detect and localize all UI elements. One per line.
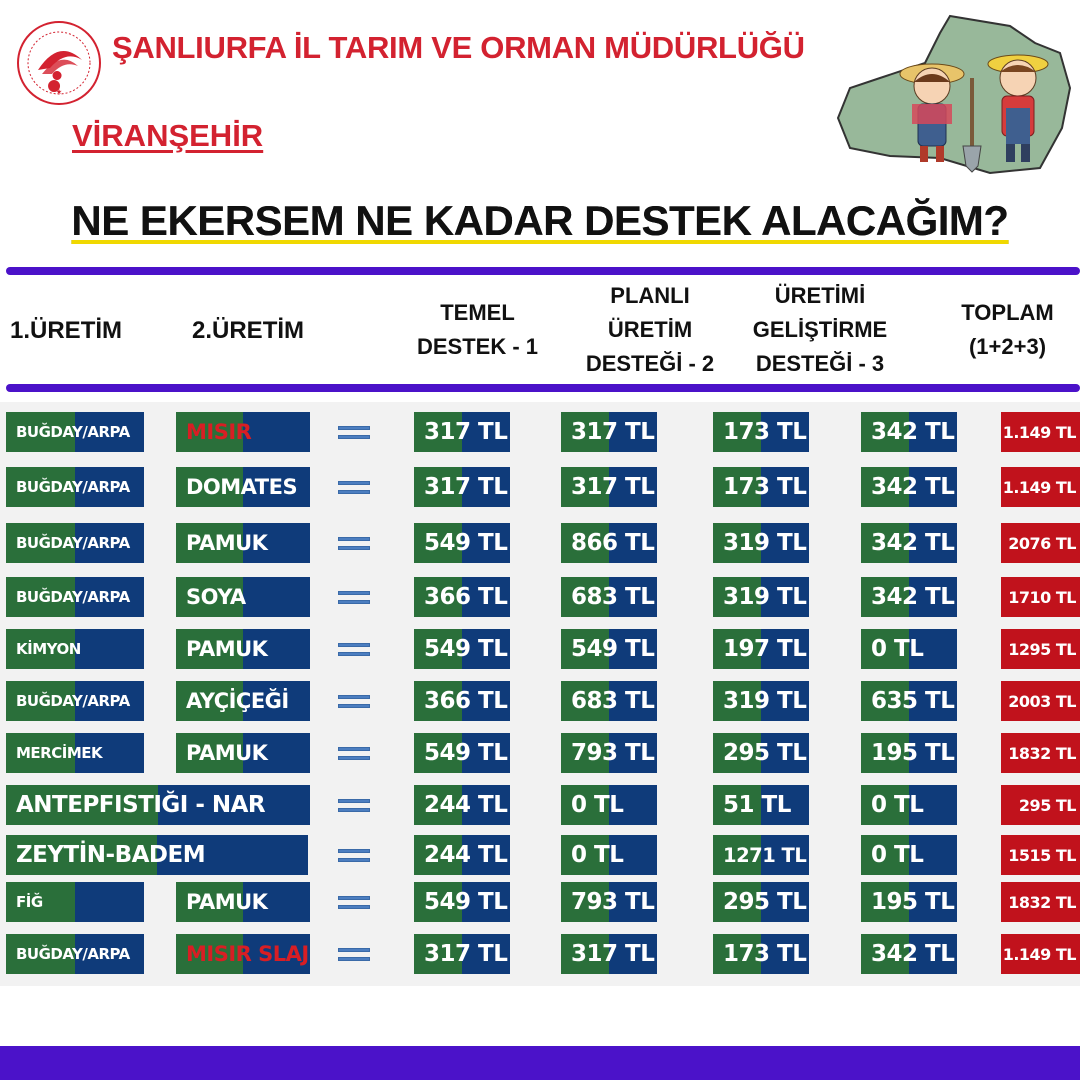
temel-value: 549 TL bbox=[414, 629, 510, 669]
planli-value: 0 TL bbox=[561, 835, 657, 875]
planli-value: 317 TL bbox=[561, 467, 657, 507]
first-product-cell: BUĞDAY/ARPA bbox=[6, 412, 144, 452]
planli-value: 793 TL bbox=[561, 882, 657, 922]
gelistirme-value: 319 TL bbox=[713, 523, 809, 563]
total-value: 2003 TL bbox=[1001, 681, 1080, 721]
first-product-cell: ANTEPFISTIĞI - NAR bbox=[6, 785, 310, 825]
second-product-cell: DOMATES bbox=[176, 467, 310, 507]
planli-value: 683 TL bbox=[561, 577, 657, 617]
total-value: 1832 TL bbox=[1001, 733, 1080, 773]
temel-value: 366 TL bbox=[414, 577, 510, 617]
footer-bar bbox=[0, 1046, 1080, 1080]
second-product-cell: MISIR SLAJ bbox=[176, 934, 310, 974]
header-line: GELİŞTİRME bbox=[752, 317, 888, 342]
temel-value: 244 TL bbox=[414, 835, 510, 875]
equals-icon bbox=[338, 849, 370, 863]
total-value: 1832 TL bbox=[1001, 882, 1080, 922]
header-line: DESTEĞİ - 2 bbox=[585, 351, 715, 376]
total-value: 1.149 TL bbox=[1001, 467, 1080, 507]
equals-icon bbox=[338, 481, 370, 495]
table-row bbox=[0, 932, 1080, 982]
total-value: 295 TL bbox=[1001, 785, 1080, 825]
planli-value: 549 TL bbox=[561, 629, 657, 669]
extra-value: 0 TL bbox=[861, 785, 957, 825]
table-row bbox=[0, 410, 1080, 460]
total-value: 1515 TL bbox=[1001, 835, 1080, 875]
table-row bbox=[0, 627, 1080, 677]
header-divider bbox=[6, 384, 1080, 392]
extra-value: 342 TL bbox=[861, 412, 957, 452]
temel-value: 366 TL bbox=[414, 681, 510, 721]
gelistirme-value: 173 TL bbox=[713, 467, 809, 507]
header-line: DESTEK - 1 bbox=[416, 334, 539, 359]
district-label: VİRANŞEHİR bbox=[72, 118, 264, 153]
header-line: ÜRETİM bbox=[607, 317, 693, 342]
extra-value: 635 TL bbox=[861, 681, 957, 721]
gelistirme-value: 295 TL bbox=[713, 882, 809, 922]
planli-value: 793 TL bbox=[561, 733, 657, 773]
equals-icon bbox=[338, 799, 370, 813]
total-value: 2076 TL bbox=[1001, 523, 1080, 563]
first-product-cell: FİĞ bbox=[6, 882, 144, 922]
total-value: 1710 TL bbox=[1001, 577, 1080, 617]
second-product-cell: PAMUK bbox=[176, 733, 310, 773]
first-product-cell: ZEYTİN-BADEM bbox=[6, 835, 308, 875]
headline: NE EKERSEM NE KADAR DESTEK ALACAĞIM? bbox=[71, 197, 1009, 244]
gelistirme-value: 1271 TL bbox=[713, 835, 809, 875]
gelistirme-value: 197 TL bbox=[713, 629, 809, 669]
table-row bbox=[0, 575, 1080, 625]
first-product-cell: BUĞDAY/ARPA bbox=[6, 467, 144, 507]
extra-value: 342 TL bbox=[861, 934, 957, 974]
second-product-cell: PAMUK bbox=[176, 523, 310, 563]
table-row bbox=[0, 833, 1080, 883]
equals-icon bbox=[338, 747, 370, 761]
header-line: PLANLI bbox=[610, 283, 690, 308]
header-line: (1+2+3) bbox=[968, 334, 1047, 359]
table-row bbox=[0, 731, 1080, 781]
second-product-cell: PAMUK bbox=[176, 882, 310, 922]
gelistirme-value: 51 TL bbox=[713, 785, 809, 825]
column-header-first: 1.ÜRETİM bbox=[10, 317, 123, 344]
temel-value: 317 TL bbox=[414, 412, 510, 452]
extra-value: 342 TL bbox=[861, 577, 957, 617]
total-value: 1295 TL bbox=[1001, 629, 1080, 669]
column-header-gelistirme bbox=[735, 279, 905, 381]
extra-value: 0 TL bbox=[861, 835, 957, 875]
column-header-planli bbox=[565, 279, 735, 381]
total-value: 1.149 TL bbox=[1001, 412, 1080, 452]
planli-value: 866 TL bbox=[561, 523, 657, 563]
temel-value: 549 TL bbox=[414, 733, 510, 773]
table-row bbox=[0, 783, 1080, 833]
table-row bbox=[0, 465, 1080, 515]
svg-text:★: ★ bbox=[55, 89, 63, 96]
column-header-temel bbox=[400, 296, 555, 364]
temel-value: 317 TL bbox=[414, 934, 510, 974]
first-product-cell: KİMYON bbox=[6, 629, 144, 669]
table-row bbox=[0, 880, 1080, 930]
first-product-cell: MERCİMEK bbox=[6, 733, 144, 773]
equals-icon bbox=[338, 643, 370, 657]
equals-icon bbox=[338, 948, 370, 962]
gelistirme-value: 319 TL bbox=[713, 681, 809, 721]
gelistirme-value: 173 TL bbox=[713, 412, 809, 452]
table-row bbox=[0, 679, 1080, 729]
first-product-cell: BUĞDAY/ARPA bbox=[6, 577, 144, 617]
equals-icon bbox=[338, 591, 370, 605]
equals-icon bbox=[338, 896, 370, 910]
equals-icon bbox=[338, 537, 370, 551]
ministry-emblem-icon bbox=[16, 20, 102, 106]
extra-value: 0 TL bbox=[861, 629, 957, 669]
top-divider bbox=[6, 267, 1080, 275]
first-product-cell: BUĞDAY/ARPA bbox=[6, 523, 144, 563]
gelistirme-value: 295 TL bbox=[713, 733, 809, 773]
header-line: ÜRETİMİ bbox=[774, 283, 866, 308]
first-product-cell: BUĞDAY/ARPA bbox=[6, 934, 144, 974]
total-value: 1.149 TL bbox=[1001, 934, 1080, 974]
second-product-cell: PAMUK bbox=[176, 629, 310, 669]
first-product-cell: BUĞDAY/ARPA bbox=[6, 681, 144, 721]
table-row bbox=[0, 521, 1080, 571]
second-product-cell: SOYA bbox=[176, 577, 310, 617]
header-line: DESTEĞİ - 3 bbox=[755, 351, 885, 376]
extra-value: 342 TL bbox=[861, 523, 957, 563]
extra-value: 342 TL bbox=[861, 467, 957, 507]
temel-value: 549 TL bbox=[414, 523, 510, 563]
header-line: TEMEL bbox=[440, 300, 515, 325]
farmer-children-map-icon bbox=[830, 8, 1080, 178]
second-product-cell: MISIR bbox=[176, 412, 310, 452]
planli-value: 0 TL bbox=[561, 785, 657, 825]
equals-icon bbox=[338, 695, 370, 709]
extra-value: 195 TL bbox=[861, 733, 957, 773]
extra-value: 195 TL bbox=[861, 882, 957, 922]
planli-value: 317 TL bbox=[561, 412, 657, 452]
planli-value: 683 TL bbox=[561, 681, 657, 721]
planli-value: 317 TL bbox=[561, 934, 657, 974]
column-header-second: 2.ÜRETİM bbox=[192, 317, 305, 344]
temel-value: 317 TL bbox=[414, 467, 510, 507]
temel-value: 549 TL bbox=[414, 882, 510, 922]
header-line: TOPLAM bbox=[961, 300, 1054, 325]
temel-value: 244 TL bbox=[414, 785, 510, 825]
gelistirme-value: 319 TL bbox=[713, 577, 809, 617]
column-header-toplam bbox=[935, 296, 1080, 364]
org-title: ŞANLIURFA İL TARIM VE ORMAN MÜDÜRLÜĞÜ bbox=[112, 30, 805, 65]
gelistirme-value: 173 TL bbox=[713, 934, 809, 974]
second-product-cell: AYÇİÇEĞİ bbox=[176, 681, 310, 721]
equals-icon bbox=[338, 426, 370, 440]
